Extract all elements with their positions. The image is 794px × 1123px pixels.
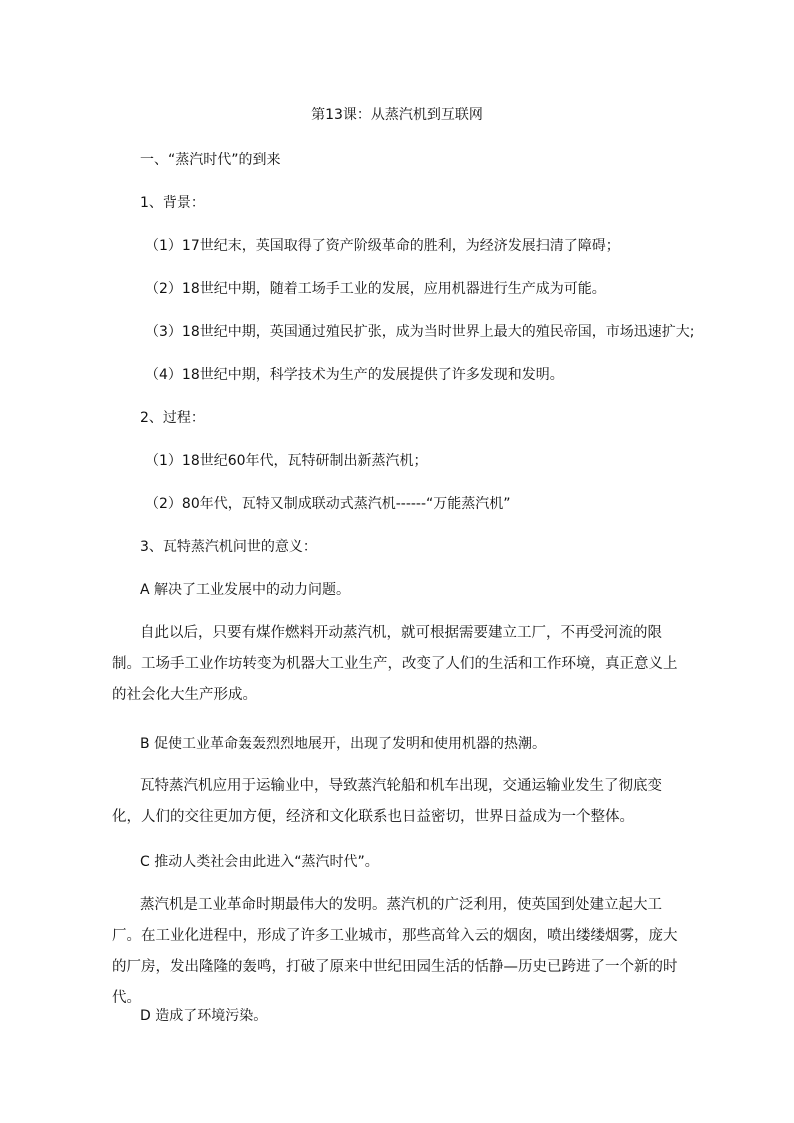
significance-heading: 3、瓦特蒸汽机问世的意义： bbox=[140, 539, 317, 555]
background-item-4: （4）18世纪中期，科学技术为生产的发展提供了许多发现和发明。 bbox=[145, 367, 564, 383]
page-title: 第13课：从蒸汽机到互联网 bbox=[311, 107, 483, 123]
process-heading: 2、过程： bbox=[140, 410, 205, 426]
section-heading: 一、“蒸汽时代”的到来 bbox=[140, 152, 281, 168]
process-item-2: （2）80年代，瓦特又制成联动式蒸汽机------“万能蒸汽机” bbox=[145, 496, 511, 512]
point-c: C 推动人类社会由此进入“蒸汽时代”。 bbox=[140, 854, 379, 870]
point-a: A 解决了工业发展中的动力问题。 bbox=[140, 582, 351, 598]
paragraph-c: 蒸汽机是工业革命时期最伟大的发明。蒸汽机的广泛利用，使英国到处建立起大工厂。在工业化进程中，形成了许多工业城市，那些高耸入云的烟囱，喷出缕缕烟雾，庞大的厂房，发出隆隆的轰鸣，打破了原来中世纪田园生活的恬静—历史已跨进了一个新的时代。 bbox=[112, 897, 678, 1006]
point-b: B 促使工业革命轰轰烈烈地展开，出现了发明和使用机器的热潮。 bbox=[140, 736, 547, 752]
background-item-3: （3）18世纪中期，英国通过殖民扩张，成为当时世界上最大的殖民帝国，市场迅速扩大; bbox=[145, 324, 695, 340]
point-d: D 造成了环境污染。 bbox=[140, 1008, 268, 1024]
paragraph-a: 自此以后，只要有煤作燃料开动蒸汽机，就可根据需要建立工厂，不再受河流的限制。工场手工业作坊转变为机器大工业生产，改变了人们的生活和工作环境，真正意义上的社会化大生产形成。 bbox=[112, 625, 678, 703]
background-heading: 1、背景： bbox=[140, 195, 205, 211]
process-item-1: （1）18世纪60年代，瓦特研制出新蒸汽机； bbox=[145, 453, 428, 469]
background-item-1: （1）17世纪末，英国取得了资产阶级革命的胜利，为经济发展扫清了障碍； bbox=[145, 238, 620, 254]
background-item-2: （2）18世纪中期，随着工场手工业的发展，应用机器进行生产成为可能。 bbox=[145, 281, 606, 297]
paragraph-b: 瓦特蒸汽机应用于运输业中，导致蒸汽轮船和机车出现，交通运输业发生了彻底变化，人们的交往更加方便，经济和文化联系也日益密切，世界日益成为一个整体。 bbox=[112, 778, 662, 825]
